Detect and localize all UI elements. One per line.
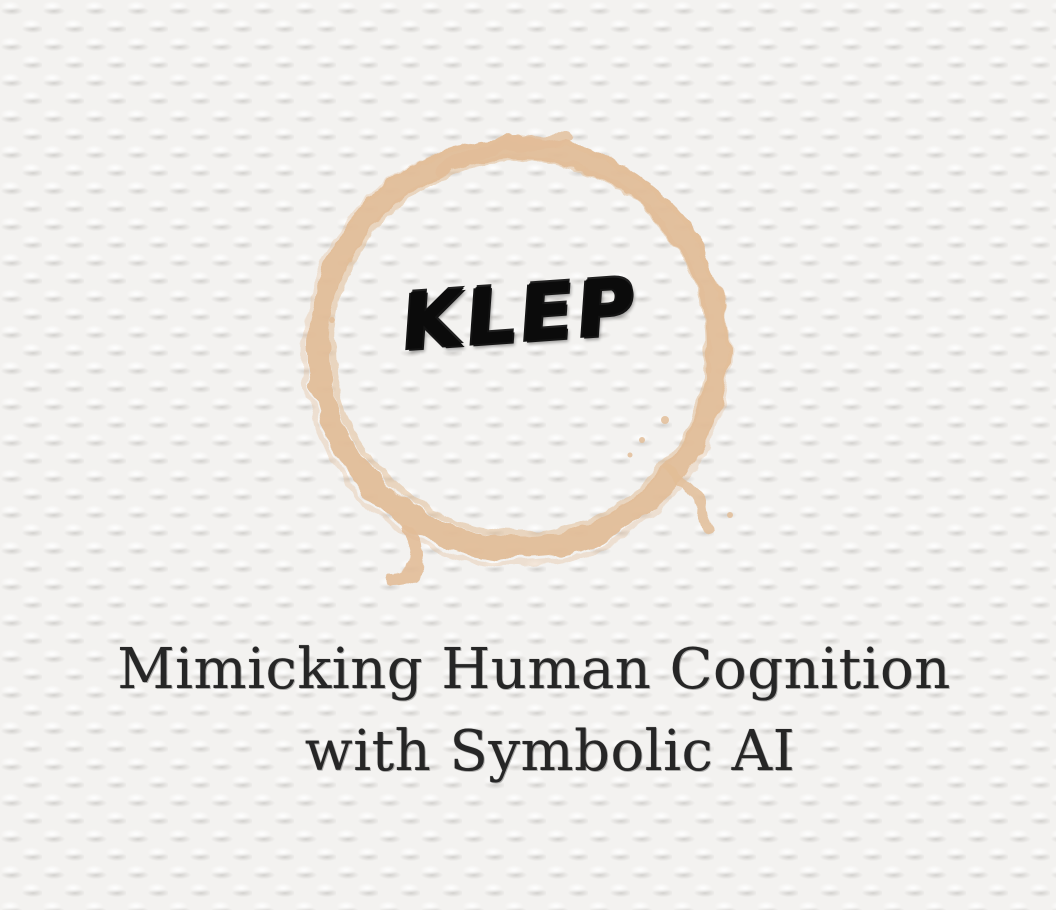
tagline-line-2: with Symbolic AI [304,719,796,784]
tagline-line-1: Mimicking Human Cognition [117,637,951,702]
logo-wordmark: KLEP [398,261,642,369]
